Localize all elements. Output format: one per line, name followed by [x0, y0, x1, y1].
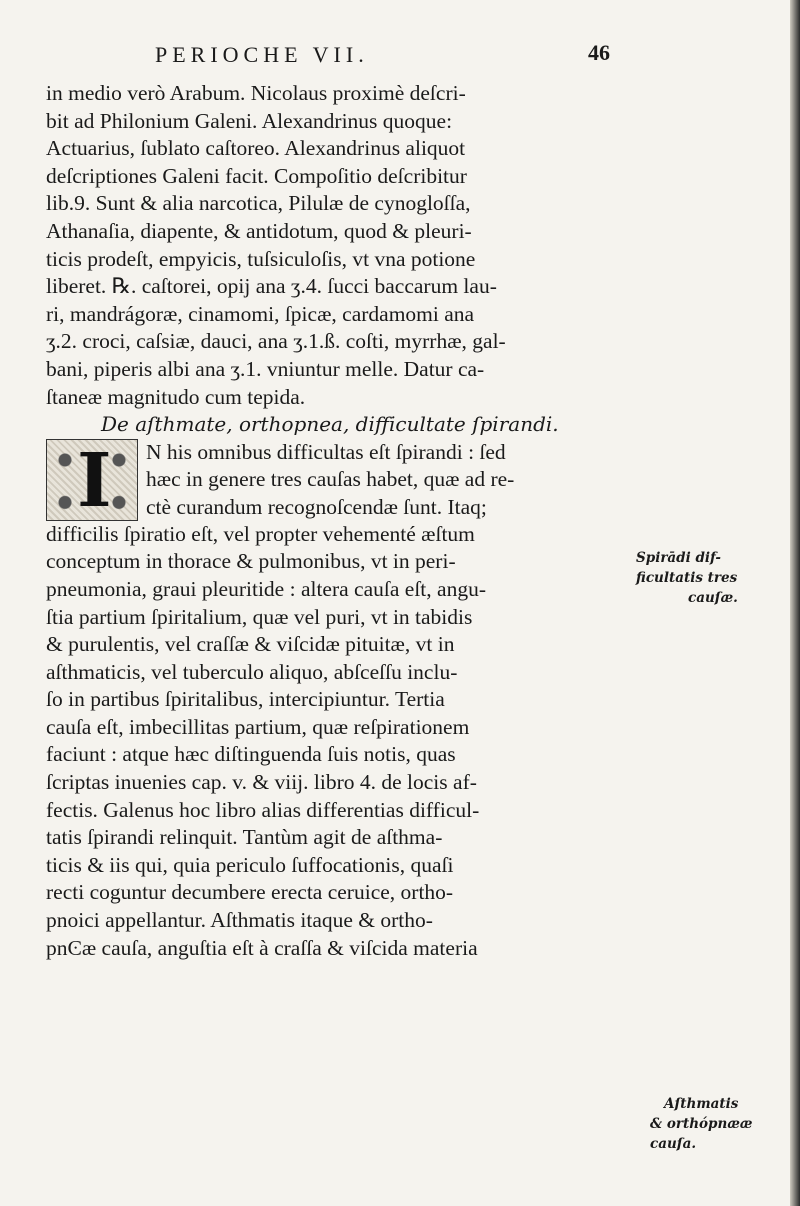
initial-paragraph: [46, 437, 626, 524]
scan-edge: [790, 0, 800, 1206]
text-line: cauſa eſt, imbecillitas partium, quæ reſpirationem: [46, 714, 470, 739]
text-line: N his omnibus difficultas eſt ſpirandi : ſed: [146, 439, 506, 464]
text-line: bit ad Philonium Galeni. Alexandrinus quoque:: [46, 108, 453, 133]
text-line: Athanaſia, diapente, & antidotum, quod & pleuri-: [46, 218, 472, 243]
text-line: Actuarius, ſublato caſtoreo. Alexandrinus aliquot: [46, 136, 466, 161]
section-heading: De aſthmate, orthopnea, difficultate ſpirandi.: [101, 412, 559, 437]
text-line: pneumonia, graui pleuritide : altera cauſa eſt, angu-: [46, 576, 486, 601]
paragraph-top: [46, 80, 626, 411]
margin-note-line: Aſthmatis: [664, 1096, 739, 1112]
text-line: aſthmaticis, vel tuberculo aliquo, abſceſſu inclu-: [46, 659, 458, 684]
initial-letter: I: [77, 437, 112, 524]
running-title: PERIOCHE VII.: [155, 42, 369, 67]
margin-note-line: cauſa.: [650, 1136, 697, 1152]
text-line: ticis prodeſt, empyicis, tuſsiculoſis, vt vna potione: [46, 246, 476, 271]
text-line: ri, mandrágoræ, cinamomi, ſpicæ, cardamomi ana: [46, 301, 475, 326]
text-line: pnϾæ cauſa, anguſtia eſt à craſſa & viſcida materia: [46, 935, 478, 960]
text-line: bani, piperis albi ana ʒ.1. vniuntur melle. Datur ca-: [46, 356, 485, 381]
paragraph-bottom: [46, 521, 626, 963]
text-line: difficilis ſpiratio eſt, vel propter vehementé æſtum: [46, 521, 475, 546]
main-text-block: [46, 80, 626, 962]
margin-note-line: ficultatis tres: [636, 570, 738, 586]
margin-note-causes: [636, 548, 786, 608]
initial-lines: [146, 439, 626, 522]
text-line: ſo in partibus ſpiritalibus, intercipiuntur. Tertia: [46, 687, 445, 712]
text-line: tatis ſpirandi relinquit. Tantùm agit de aſthma-: [46, 825, 443, 850]
margin-note-line: cauſæ.: [688, 590, 738, 606]
text-line: liberet. ℞. caſtorei, opij ana ʒ.4. ſucci baccarum lau-: [46, 274, 497, 299]
text-line: deſcriptiones Galeni facit. Compoſitio deſcribitur: [46, 163, 467, 188]
text-line: ticis & iis qui, quia periculo ſuffocationis, quaſi: [46, 852, 454, 877]
margin-note-line: Spirādi dif-: [636, 550, 721, 566]
text-line: recti coguntur decumbere erecta ceruice, ortho-: [46, 880, 454, 905]
page-number: 46: [588, 40, 610, 65]
text-line: hæc in genere tres cauſas habet, quæ ad re-: [146, 467, 515, 492]
text-line: ſtaneæ magnitudo cum tepida.: [46, 384, 306, 409]
text-line: conceptum in thorace & pulmonibus, vt in peri-: [46, 549, 456, 574]
text-line: ſtia partium ſpiritalium, quæ vel puri, vt in tabidis: [46, 604, 473, 629]
text-line: & purulentis, vel craſſæ & viſcidæ pituitæ, vt in: [46, 632, 455, 657]
text-line: fectis. Galenus hoc libro alias differentias difficul-: [46, 797, 480, 822]
text-line: pnoici appellantur. Aſthmatis itaque & ortho-: [46, 908, 433, 933]
text-line: faciunt : atque hæc diſtinguenda ſuis notis, quas: [46, 742, 456, 767]
text-line: ctè curandum recognoſcendæ ſunt. Itaq;: [146, 494, 487, 519]
text-line: ʒ.2. croci, caſsiæ, dauci, ana ʒ.1.ß. coſti, myrrhæ, gal-: [46, 329, 506, 354]
text-line: ſcriptas inuenies cap. v. & viij. libro 4. de locis af-: [46, 770, 477, 795]
margin-note-asthma: [650, 1094, 800, 1154]
ornamental-initial: [46, 437, 138, 524]
page-header: [0, 40, 800, 80]
text-line: lib.9. Sunt & alia narcotica, Pilulæ de cynogloſſa,: [46, 191, 471, 216]
text-line: in medio verò Arabum. Nicolaus proximè deſcri-: [46, 81, 466, 105]
margin-note-line: & orthópnææ: [650, 1116, 753, 1132]
